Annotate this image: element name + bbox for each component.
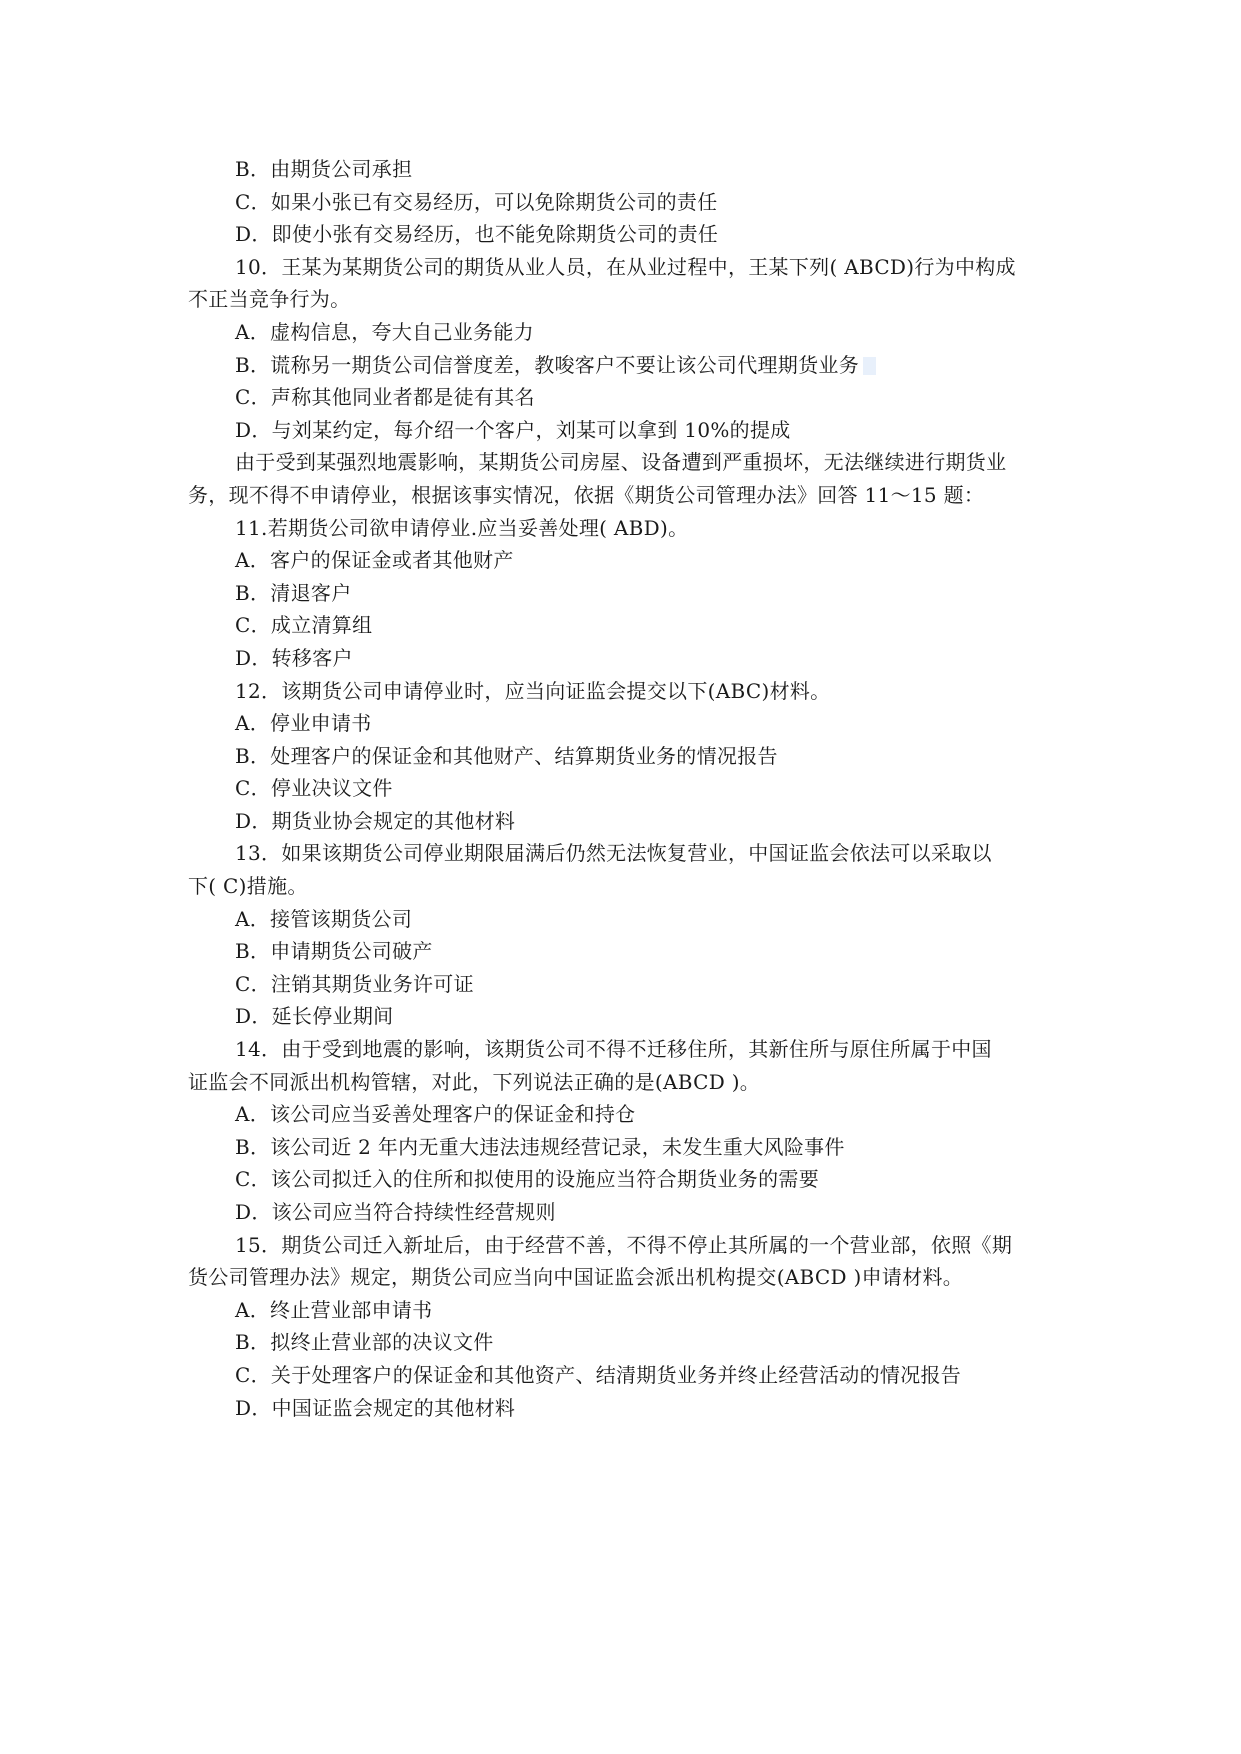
q14-option-a: A．该公司应当妥善处理客户的保证金和持仓 [235, 1102, 636, 1127]
q15-option-c: C．关于处理客户的保证金和其他资产、结清期货业务并终止经营活动的情况报告 [235, 1362, 962, 1387]
q10-option-b-row [188, 349, 1058, 382]
q12-option-c: C．停业决议文件 [235, 776, 393, 801]
q13-stem-line2: 下( C)措施。 [188, 874, 308, 899]
q13-option-d: D．延长停业期间 [235, 1004, 394, 1029]
q11-option-a: A．客户的保证金或者其他财产 [235, 548, 514, 573]
q9-option-b: B．由期货公司承担 [235, 157, 413, 181]
q14-stem-line2: 证监会不同派出机构管辖，对此，下列说法正确的是(ABCD )。 [188, 1069, 761, 1094]
q12-option-b: B．处理客户的保证金和其他财产、结算期货业务的情况报告 [235, 743, 778, 768]
q10-stem-line2: 不正当竞争行为。 [188, 287, 351, 312]
q15-stem-line1: 15．期货公司迁入新址后，由于经营不善，不得不停止其所属的一个营业部，依照《期 [235, 1232, 1013, 1257]
scenario-line2: 务，现不得不申请停业，根据该事实情况，依据《期货公司管理办法》回答 11～15 题： [188, 482, 985, 507]
q11-option-b: B．清退客户 [235, 580, 352, 605]
q13-option-c: C．注销其期货业务许可证 [235, 971, 474, 996]
selection-mark [863, 357, 876, 375]
q10-option-b: B．谎称另一期货公司信誉度差，教唆客户不要让该公司代理期货业务 [235, 352, 859, 377]
q15-option-b: B．拟终止营业部的决议文件 [235, 1330, 494, 1355]
q11-option-d: D．转移客户 [235, 645, 353, 670]
q15-option-a: A．终止营业部申请书 [235, 1297, 433, 1322]
document-body [188, 153, 1058, 1424]
q11-stem: 11.若期货公司欲申请停业.应当妥善处理( ABD)。 [235, 515, 689, 540]
q14-option-b: B．该公司近 2 年内无重大违法违规经营记录，未发生重大风险事件 [235, 1134, 845, 1159]
q10-option-a: A．虚构信息，夸大自己业务能力 [235, 319, 534, 344]
q13-option-b: B．申请期货公司破产 [235, 939, 433, 964]
q13-option-a: A．接管该期货公司 [235, 906, 413, 931]
q11-option-c: C．成立清算组 [235, 613, 373, 638]
q9-option-c: C．如果小张已有交易经历，可以免除期货公司的责任 [235, 189, 718, 214]
q14-option-c: C．该公司拟迁入的住所和拟使用的设施应当符合期货业务的需要 [235, 1167, 820, 1192]
q14-stem-line1: 14．由于受到地震的影响，该期货公司不得不迁移住所，其新住所与原住所属于中国 [235, 1037, 992, 1062]
q15-option-d: D．中国证监会规定的其他材料 [235, 1395, 516, 1420]
q14-option-d: D．该公司应当符合持续性经营规则 [235, 1200, 556, 1224]
q15-stem-line2: 货公司管理办法》规定，期货公司应当向中国证监会派出机构提交(ABCD )申请材料。 [188, 1265, 964, 1290]
q9-option-d: D．即使小张有交易经历，也不能免除期货公司的责任 [235, 222, 719, 247]
scenario-line1: 由于受到某强烈地震影响，某期货公司房屋、设备遭到严重损坏，无法继续进行期货业 [235, 450, 1007, 475]
q10-option-d: D．与刘某约定，每介绍一个客户，刘某可以拿到 10%的提成 [235, 417, 791, 442]
q12-option-a: A．停业申请书 [235, 711, 372, 736]
q10-stem-line1: 10．王某为某期货公司的期货从业人员，在从业过程中，王某下列( ABCD)行为中构成 [235, 254, 1016, 279]
q13-stem-line1: 13．如果该期货公司停业期限届满后仍然无法恢复营业，中国证监会依法可以采取以 [235, 841, 992, 866]
q12-option-d: D．期货业协会规定的其他材料 [235, 808, 516, 833]
q10-option-c: C．声称其他同业者都是徒有其名 [235, 385, 535, 410]
q12-stem: 12．该期货公司申请停业时，应当向证监会提交以下(ABC)材料。 [235, 678, 831, 703]
